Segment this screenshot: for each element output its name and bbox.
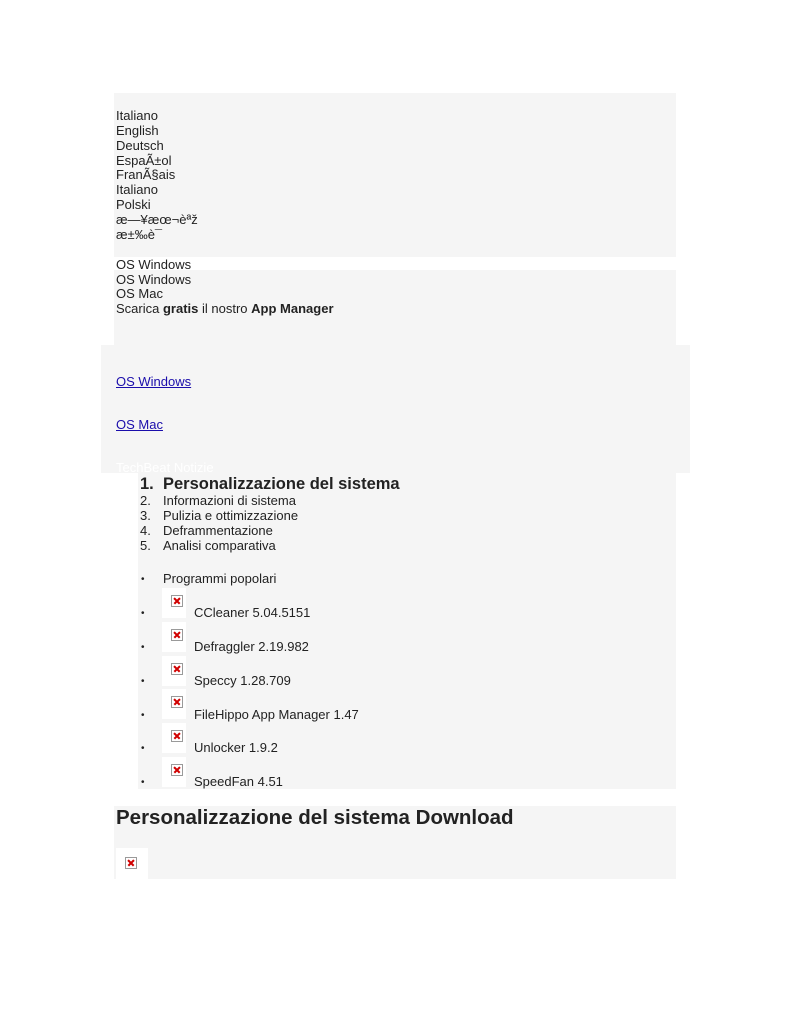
language-item-english[interactable]: English bbox=[116, 123, 159, 138]
list-number: 5. bbox=[140, 538, 151, 553]
broken-image-icon bbox=[162, 723, 186, 753]
promo-middle: il nostro bbox=[202, 301, 248, 316]
bullet-icon: • bbox=[141, 642, 145, 653]
language-item-japanese[interactable]: æ—¥æœ¬èªž bbox=[116, 212, 198, 227]
bullet-icon: • bbox=[141, 676, 145, 687]
promo-prefix: Scarica bbox=[116, 301, 160, 316]
program-link-speccy[interactable]: Speccy 1.28.709 bbox=[194, 673, 291, 688]
program-link-defraggler[interactable]: Defraggler 2.19.982 bbox=[194, 639, 309, 654]
program-link-ccleaner[interactable]: CCleaner 5.04.5151 bbox=[194, 605, 311, 620]
language-panel bbox=[114, 93, 676, 257]
download-panel bbox=[101, 345, 690, 473]
os-menu-windows[interactable]: OS Windows bbox=[116, 257, 192, 272]
broken-image-icon bbox=[162, 622, 186, 652]
category-item-2[interactable] bbox=[140, 493, 296, 508]
category-item-5[interactable] bbox=[140, 538, 276, 553]
category-label: Deframmentazione bbox=[163, 523, 273, 538]
bullet-icon: • bbox=[141, 710, 145, 721]
category-item-3[interactable] bbox=[140, 508, 298, 523]
os-menu-windows-2[interactable]: OS Windows bbox=[116, 272, 192, 287]
list-number: 2. bbox=[140, 493, 151, 508]
promo-bold-free: gratis bbox=[162, 301, 199, 316]
language-item-chinese[interactable]: æ±‰è¯ bbox=[116, 227, 163, 242]
popular-heading: Programmi popolari bbox=[163, 571, 277, 586]
list-number: 3. bbox=[140, 508, 151, 523]
broken-image-icon bbox=[162, 757, 186, 787]
download-link-mac[interactable]: OS Mac bbox=[116, 417, 163, 432]
broken-image-icon bbox=[162, 689, 186, 719]
bullet-icon: • bbox=[141, 743, 145, 754]
language-item-espanol[interactable]: EspaÃ±ol bbox=[116, 153, 172, 168]
promo-text bbox=[116, 301, 334, 316]
language-item-francais[interactable]: FranÃ§ais bbox=[116, 167, 176, 182]
category-label: Pulizia e ottimizzazione bbox=[163, 508, 299, 523]
category-item-1[interactable] bbox=[140, 474, 400, 494]
list-number: 1. bbox=[140, 475, 154, 493]
category-item-4[interactable] bbox=[140, 523, 273, 538]
broken-image-icon bbox=[116, 848, 148, 880]
category-label: Analisi comparativa bbox=[163, 538, 276, 553]
language-item-italiano-2[interactable]: Italiano bbox=[116, 182, 158, 197]
list-number: 4. bbox=[140, 523, 151, 538]
promo-bold-app: App Manager bbox=[251, 301, 334, 316]
language-item-italiano[interactable]: Italiano bbox=[116, 108, 158, 123]
program-link-speedfan[interactable]: SpeedFan 4.51 bbox=[194, 774, 283, 789]
program-link-unlocker[interactable]: Unlocker 1.9.2 bbox=[194, 740, 278, 755]
category-label: Personalizzazione del sistema bbox=[163, 475, 400, 493]
bullet-icon: • bbox=[141, 608, 145, 619]
faint-label: TechBeat Notizie bbox=[116, 460, 214, 475]
download-link-windows[interactable]: OS Windows bbox=[116, 374, 192, 389]
broken-image-icon bbox=[162, 656, 186, 686]
language-item-polski[interactable]: Polski bbox=[116, 197, 151, 212]
page-title: Personalizzazione del sistema Download bbox=[116, 806, 514, 829]
os-menu-mac[interactable]: OS Mac bbox=[116, 286, 163, 301]
bullet-icon: • bbox=[141, 777, 145, 788]
language-item-deutsch[interactable]: Deutsch bbox=[116, 138, 164, 153]
bullet-icon: • bbox=[141, 574, 145, 585]
category-label: Informazioni di sistema bbox=[163, 493, 296, 508]
program-link-filehippo[interactable]: FileHippo App Manager 1.47 bbox=[194, 707, 359, 722]
broken-image-icon bbox=[162, 588, 186, 618]
